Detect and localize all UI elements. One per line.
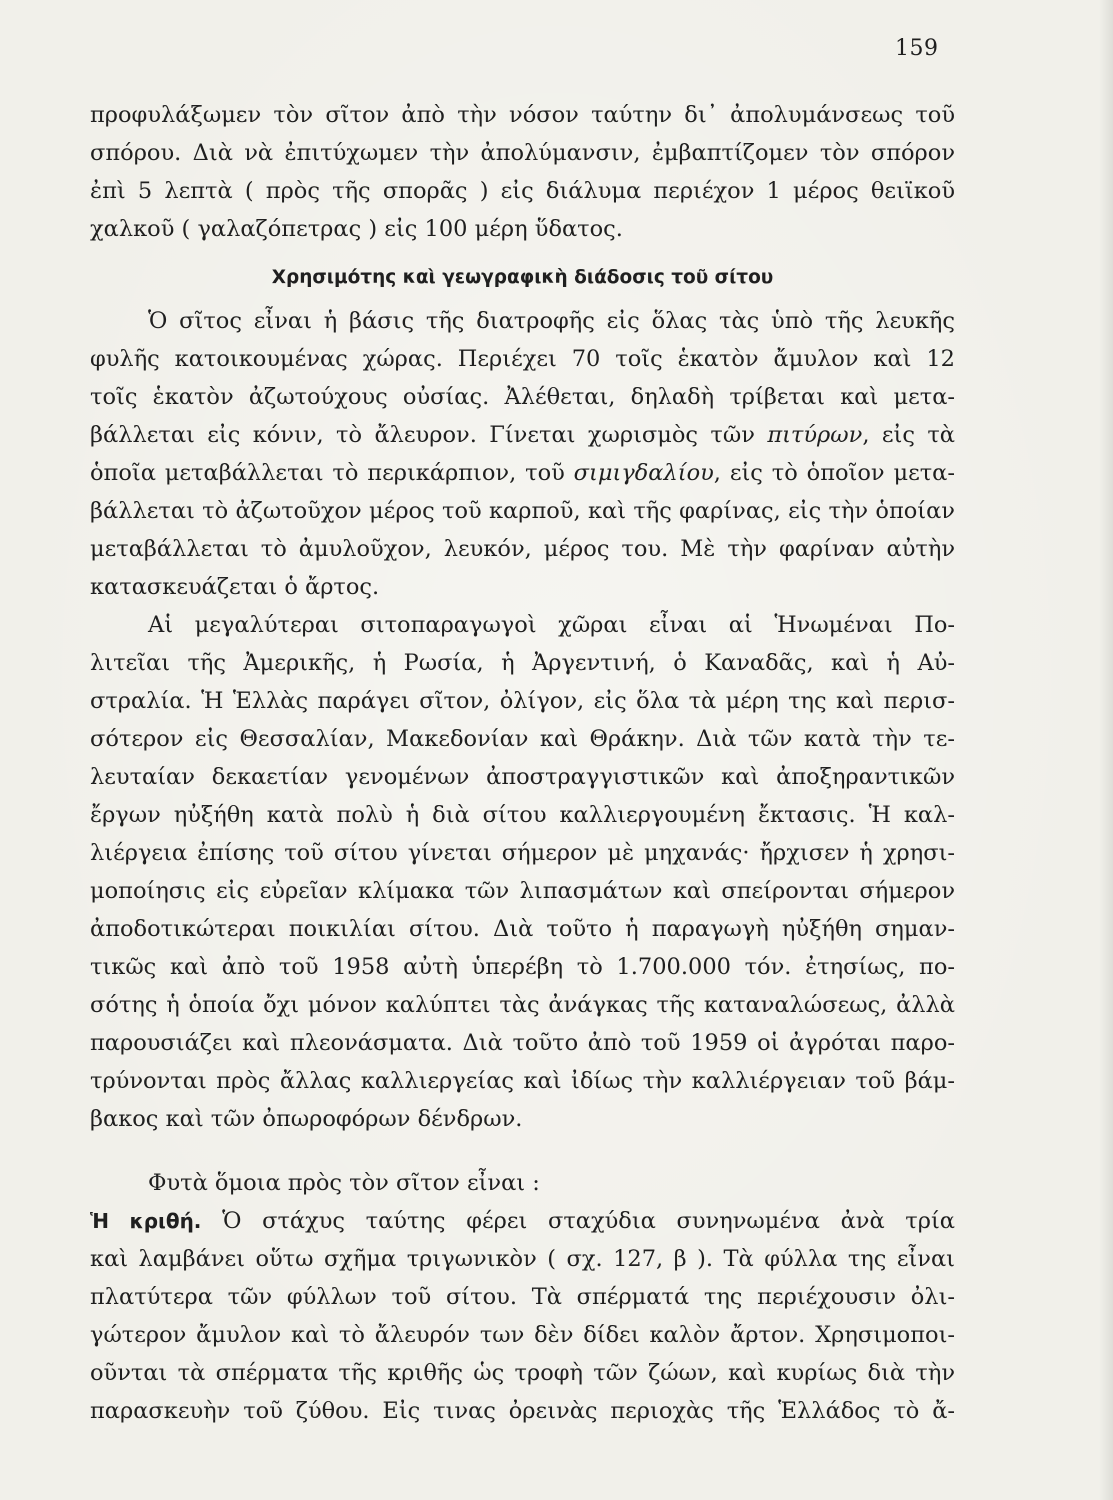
paragraph-barley — [90, 1202, 955, 1430]
text-line: οῦνται τὰ σπέρματα τῆς κριθῆς ὡς τροφὴ τῶν ζώων, καὶ κυρίως διὰ τὴν — [90, 1360, 955, 1386]
text-segment: , εἰς τὸ ὁποῖον μετα- — [713, 460, 955, 486]
text-line: χαλκοῦ ( γαλαζόπετρας ) εἰς 100 μέρη ὕδατος. — [90, 216, 623, 242]
text-line: γώτερον ἄμυλον καὶ τὸ ἄλευρόν των δὲν δίδει καλὸν ἄρτον. Χρησιμοποι- — [90, 1322, 955, 1348]
text-line: μοποίησις εἰς εὐρεῖαν κλίμακα τῶν λιπασμάτων καὶ σπείρονται σήμερον — [90, 878, 955, 904]
text-line — [90, 1202, 955, 1240]
italic-term-semolina: σιμιγδαλίου — [573, 460, 714, 486]
text-line: στραλία. Ἡ Ἑλλὰς παράγει σῖτον, ὀλίγον, εἰς ὅλα τὰ μέρη της καὶ περισ- — [90, 688, 955, 714]
text-line: τοῖς ἑκατὸν ἀζωτούχους οὐσίας. Ἀλέθεται, δηλαδὴ τρίβεται καὶ μετα- — [90, 384, 955, 410]
page-number: 159 — [895, 36, 939, 61]
page-edge-shadow — [1099, 0, 1113, 1500]
text-line: παρουσιάζει καὶ πλεονάσματα. Διὰ τοῦτο ἀπὸ τοῦ 1959 οἱ ἀγρόται παρο- — [90, 1030, 955, 1056]
barley-label: Ἡ κριθή. — [90, 1209, 202, 1233]
paragraph-disinfection — [90, 96, 955, 248]
text-line: πλατύτερα τῶν φύλλων τοῦ σίτου. Τὰ σπέρματά της περιέχουσιν ὀλι- — [90, 1284, 955, 1310]
text-line: ἀποδοτικώτεραι ποικιλίαι σίτου. Διὰ τοῦτο ἡ παραγωγὴ ηὐξήθη σημαν- — [90, 916, 955, 942]
text-line: μεταβάλλεται τὸ ἀμυλοῦχον, λευκόν, μέρος του. Μὲ τὴν φαρίναν αὐτὴν — [90, 536, 955, 562]
text-line: βακος καὶ τῶν ὀπωροφόρων δένδρων. — [90, 1106, 523, 1132]
text-line: λευταίαν δεκαετίαν γενομένων ἀποστραγγιστικῶν καὶ ἀποξηραντικῶν — [90, 764, 955, 790]
text-line: Αἱ μεγαλύτεραι σιτοπαραγωγοὶ χῶραι εἶναι αἱ Ἡνωμέναι Πο- — [148, 612, 955, 638]
text-line: ἔργων ηὐξήθη κατὰ πολὺ ἡ διὰ σίτου καλλιεργουμένη ἔκτασις. Ἡ καλ- — [90, 802, 955, 828]
text-line: λιέργεια ἐπίσης τοῦ σίτου γίνεται σήμερον μὲ μηχανάς· ἤρχισεν ἡ χρησι- — [90, 840, 955, 866]
text-line: φυλῆς κατοικουμένας χώρας. Περιέχει 70 τοῖς ἑκατὸν ἄμυλον καὶ 12 — [90, 346, 955, 372]
text-segment: βάλλεται εἰς κόνιν, τὸ ἄλευρον. Γίνεται χωρισμὸς τῶν — [90, 422, 768, 448]
text-line: προφυλάξωμεν τὸν σῖτον ἀπὸ τὴν νόσον ταύτην δι᾽ ἀπολυμάνσεως τοῦ — [90, 102, 955, 128]
text-segment: , εἰς τὰ — [862, 422, 955, 448]
text-line: βάλλεται τὸ ἀζωτοῦχον μέρος τοῦ καρποῦ, καὶ τῆς φαρίνας, εἰς τὴν ὁποίαν — [90, 498, 955, 524]
text-segment: ὁποῖα μεταβάλλεται τὸ περικάρπιον, τοῦ — [90, 460, 574, 486]
text-segment: Ὁ στάχυς ταύτης φέρει σταχύδια συνηνωμένα ἀνὰ τρία — [201, 1208, 955, 1234]
text-line: τρύνονται πρὸς ἄλλας καλλιεργείας καὶ ἰδίως τὴν καλλιέργειαν τοῦ βάμ- — [90, 1068, 955, 1094]
text-line: σότερον εἰς Θεσσαλίαν, Μακεδονίαν καὶ Θράκην. Διὰ τῶν κατὰ τὴν τε- — [90, 726, 955, 752]
text-line: σπόρου. Διὰ νὰ ἐπιτύχωμεν τὴν ἀπολύμανσιν, ἐμβαπτίζομεν τὸν σπόρον — [90, 140, 955, 166]
text-line: σότης ἡ ὁποία ὄχι μόνον καλύπτει τὰς ἀνάγκας τῆς καταναλώσεως, ἀλλὰ — [90, 992, 955, 1018]
text-line: Ὁ σῖτος εἶναι ἡ βάσις τῆς διατροφῆς εἰς ὅλας τὰς ὑπὸ τῆς λευκῆς — [148, 308, 955, 334]
text-line — [90, 454, 955, 492]
text-line: τικῶς καὶ ἀπὸ τοῦ 1958 αὐτὴ ὑπερέβη τὸ 1.700.000 τόν. ἐτησίως, πο- — [90, 954, 955, 980]
text-line: παρασκευὴν τοῦ ζύθου. Εἰς τινας ὀρεινὰς περιοχὰς τῆς Ἑλλάδος τὸ ἄ- — [90, 1398, 955, 1424]
text-line: λιτεῖαι τῆς Ἀμερικῆς, ἡ Ρωσία, ἡ Ἀργεντινή, ὁ Καναδᾶς, καὶ ἡ Αὐ- — [90, 650, 955, 676]
paragraph-production — [90, 606, 955, 1138]
text-line: κατασκευάζεται ὁ ἄρτος. — [90, 574, 380, 600]
italic-term-bran: πιτύρων — [767, 422, 863, 448]
text-line — [90, 416, 955, 454]
text-line: καὶ λαμβάνει οὕτω σχῆμα τριγωνικὸν ( σχ. 127, β ). Τὰ φύλλα της εἶναι — [90, 1246, 955, 1272]
similar-plants-intro: Φυτὰ ὅμοια πρὸς τὸν σῖτον εἶναι : — [148, 1170, 540, 1196]
section-heading: Χρησιμότης καὶ γεωγραφικὴ διάδοσις τοῦ σίτου — [271, 267, 774, 288]
body-text — [90, 96, 955, 1430]
text-line: ἐπὶ 5 λεπτὰ ( πρὸς τῆς σπορᾶς ) εἰς διάλυμα περιέχον 1 μέρος θειϊκοῦ — [90, 178, 955, 204]
paragraph-usefulness — [90, 302, 955, 606]
